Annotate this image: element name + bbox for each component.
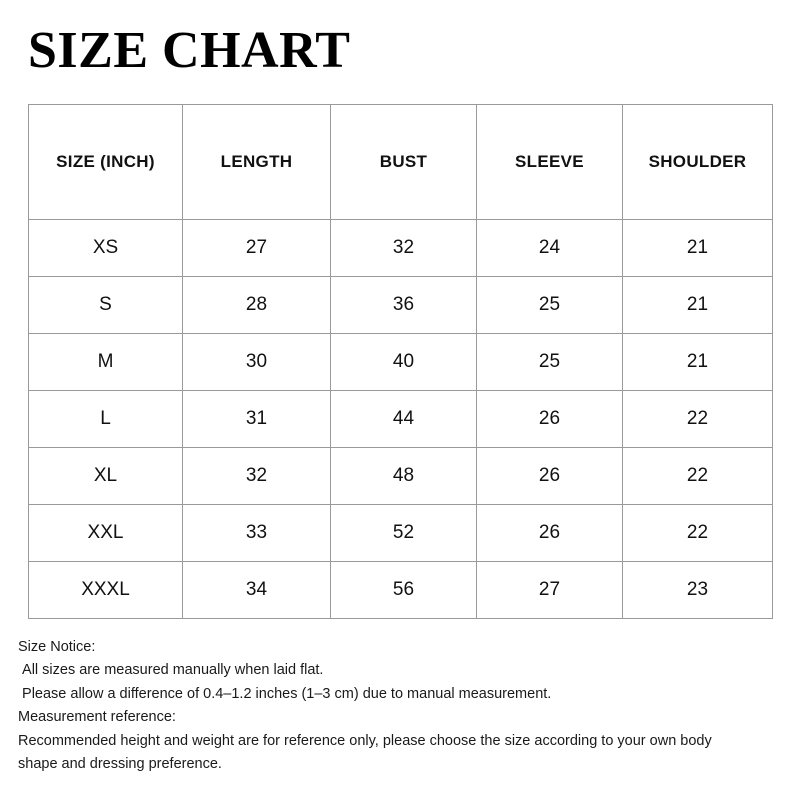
size-chart-table-wrap xyxy=(28,104,772,619)
cell-sleeve: 26 xyxy=(477,391,623,448)
table-row xyxy=(29,448,773,505)
note-line-title: Size Notice: xyxy=(18,639,96,655)
note-line-recommendation-1: Recommended height and weight are for reference only, please choose the size according to your own body xyxy=(18,732,712,749)
cell-length: 30 xyxy=(183,334,331,391)
cell-sleeve: 26 xyxy=(477,505,623,562)
cell-length: 34 xyxy=(183,562,331,619)
note-line-measured-flat: All sizes are measured manually when laid flat. xyxy=(18,662,324,679)
cell-shoulder: 22 xyxy=(623,391,773,448)
note-line-recommendation-2: shape and dressing preference. xyxy=(18,756,222,773)
size-chart-table xyxy=(28,104,773,619)
cell-size: XL xyxy=(29,448,183,505)
cell-sleeve: 27 xyxy=(477,562,623,619)
cell-length: 33 xyxy=(183,505,331,562)
table-row xyxy=(29,277,773,334)
column-header-size: SIZE (INCH) xyxy=(29,105,183,220)
cell-shoulder: 22 xyxy=(623,505,773,562)
note-line-tolerance: Please allow a difference of 0.4–1.2 inches (1–3 cm) due to manual measurement. xyxy=(18,685,552,702)
cell-size: XXL xyxy=(29,505,183,562)
cell-size: XXXL xyxy=(29,562,183,619)
cell-shoulder: 22 xyxy=(623,448,773,505)
cell-shoulder: 21 xyxy=(623,277,773,334)
table-row xyxy=(29,391,773,448)
cell-sleeve: 25 xyxy=(477,277,623,334)
page-title: SIZE CHART xyxy=(28,22,351,79)
cell-size: L xyxy=(29,391,183,448)
cell-bust: 40 xyxy=(331,334,477,391)
table-header-row xyxy=(29,105,773,220)
cell-shoulder: 21 xyxy=(623,334,773,391)
cell-sleeve: 26 xyxy=(477,448,623,505)
cell-shoulder: 21 xyxy=(623,220,773,277)
cell-bust: 48 xyxy=(331,448,477,505)
cell-bust: 32 xyxy=(331,220,477,277)
size-notice-block xyxy=(18,636,778,777)
column-header-length: LENGTH xyxy=(183,105,331,220)
cell-bust: 56 xyxy=(331,562,477,619)
cell-sleeve: 24 xyxy=(477,220,623,277)
cell-length: 31 xyxy=(183,391,331,448)
cell-length: 32 xyxy=(183,448,331,505)
table-row xyxy=(29,505,773,562)
column-header-shoulder: SHOULDER xyxy=(623,105,773,220)
cell-bust: 52 xyxy=(331,505,477,562)
cell-sleeve: 25 xyxy=(477,334,623,391)
cell-size: M xyxy=(29,334,183,391)
column-header-sleeve: SLEEVE xyxy=(477,105,623,220)
table-row xyxy=(29,220,773,277)
cell-size: S xyxy=(29,277,183,334)
cell-bust: 44 xyxy=(331,391,477,448)
cell-length: 27 xyxy=(183,220,331,277)
cell-shoulder: 23 xyxy=(623,562,773,619)
note-line-measurement-reference: Measurement reference: xyxy=(18,709,176,726)
table-row xyxy=(29,562,773,619)
cell-size: XS xyxy=(29,220,183,277)
cell-bust: 36 xyxy=(331,277,477,334)
column-header-bust: BUST xyxy=(331,105,477,220)
cell-length: 28 xyxy=(183,277,331,334)
table-row xyxy=(29,334,773,391)
